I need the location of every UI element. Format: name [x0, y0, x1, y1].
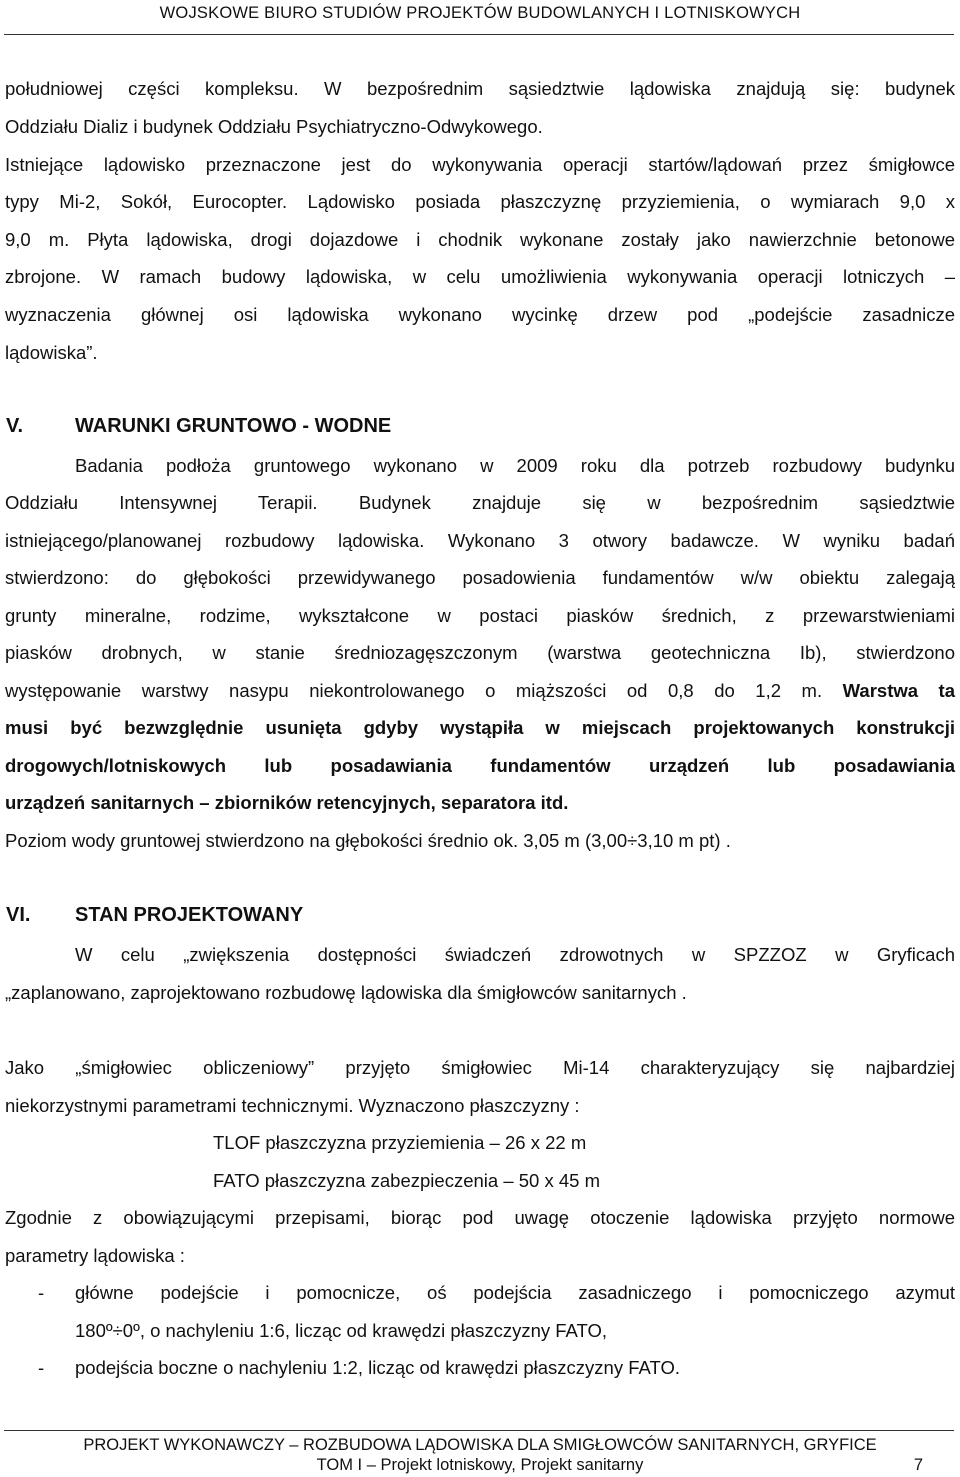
text-line: wyznaczenia głównej osi lądowiska wykonano wycinkę drzew pod „podejście zasadnicze [5, 304, 955, 325]
list-dash: - [38, 1357, 45, 1378]
text-span: występowanie warstwy nasypu niekontrolowanego o miąższości od 0,8 do 1,2 m. [5, 680, 843, 701]
text-line: Oddziału Dializ i budynek Oddziału Psychiatryczno-Odwykowego. [5, 116, 543, 137]
list-item-text: główne podejście i pomocnicze, oś podejścia zasadniczego i pomocniczego azymut [75, 1282, 955, 1303]
list-item-text: 180º÷0º, o nachyleniu 1:6, licząc od krawędzi płaszczyzny FATO, [75, 1320, 607, 1341]
text-line: W celu „zwiększenia dostępności świadczeń zdrowotnych w SPZZOZ w Gryficach [75, 944, 955, 965]
text-line: południowej części kompleksu. W bezpośrednim sąsiedztwie lądowiska znajdują się: budynek [5, 78, 955, 99]
footer-rule [4, 1430, 954, 1431]
text-line: stwierdzono: do głębokości przewidywanego posadowienia fundamentów w/w obiektu zalegają [5, 567, 955, 588]
text-line: piasków drobnych, w stanie średniozagęszczonym (warstwa geotechniczna Ib), stwierdzono [5, 642, 955, 663]
text-line: istniejącego/planowanej rozbudowy lądowiska. Wykonano 3 otwory badawcze. W wyniku badań [5, 530, 955, 551]
bold-text-line: musi być bezwzględnie usunięta gdyby wystąpiła w miejscach projektowanych konstrukcji [5, 717, 955, 738]
text-line: Badania podłoża gruntowego wykonano w 2009 roku dla potrzeb rozbudowy budynku [75, 455, 955, 476]
page-header-title: WOJSKOWE BIURO STUDIÓW PROJEKTÓW BUDOWLANYCH I LOTNISKOWYCH [159, 4, 801, 22]
section-number: V. [6, 415, 24, 437]
header-rule [4, 34, 954, 35]
text-line: parametry lądowiska : [5, 1245, 185, 1266]
tlof-line: TLOF płaszczyzna przyziemienia – 26 x 22 m [213, 1132, 587, 1153]
list-dash: - [38, 1282, 45, 1303]
section-title: WARUNKI GRUNTOWO - WODNE [75, 415, 392, 437]
text-line: Jako „śmigłowiec obliczeniowy” przyjęto śmigłowiec Mi-14 charakteryzujący się najbardziej [5, 1057, 955, 1078]
bold-text-line: drogowych/lotniskowych lub posadawiania fundamentów urządzeń lub posadawiania [5, 755, 955, 776]
text-line: Zgodnie z obowiązującymi przepisami, biorąc pod uwagę otoczenie lądowiska przyjęto normowe [5, 1207, 955, 1228]
footer-line-1: PROJEKT WYKONAWCZY – ROZBUDOWA LĄDOWISKA DLA SMIGŁOWCÓW SANITARNYCH, GRYFICE [83, 1436, 877, 1454]
text-line: Oddziału Intensywnej Terapii. Budynek znajduje się w bezpośrednim sąsiedztwie [5, 492, 955, 513]
text-line: 9,0 m. Płyta lądowiska, drogi dojazdowe i chodnik wykonane zostały jako nawierzchnie betonowe [5, 229, 955, 250]
page-number: 7 [913, 1456, 923, 1474]
section-title: STAN PROJEKTOWANY [75, 904, 304, 926]
bold-text-span: Warstwa ta [842, 680, 956, 701]
list-item-text: podejścia boczne o nachyleniu 1:2, licząc od krawędzi płaszczyzny FATO. [75, 1357, 680, 1378]
section-number: VI. [6, 904, 31, 926]
text-line: lądowiska”. [5, 342, 98, 363]
text-line: grunty mineralne, rodzime, wykształcone w postaci piasków średnich, z przewarstwieniami [5, 605, 955, 626]
text-line: zbrojone. W ramach budowy lądowiska, w celu umożliwienia wykonywania operacji lotniczych – [5, 266, 955, 287]
text-line: Istniejące lądowisko przeznaczone jest do wykonywania operacji startów/lądowań przez śmigłowce [5, 154, 955, 175]
text-line-mixed [5, 679, 955, 703]
text-line: niekorzystnymi parametrami technicznymi. Wyznaczono płaszczyzny : [5, 1095, 580, 1116]
bold-text-line: urządzeń sanitarnych – zbiorników retencyjnych, separatora itd. [5, 792, 569, 813]
text-line: „zaplanowano, zaprojektowano rozbudowę lądowiska dla śmigłowców sanitarnych . [5, 982, 687, 1003]
text-line: typy Mi-2, Sokół, Eurocopter. Lądowisko posiada płaszczyznę przyziemienia, o wymiarach 9,0 x [5, 191, 955, 212]
footer-line-2: TOM I – Projekt lotniskowy, Projekt sanitarny [316, 1456, 644, 1474]
fato-line: FATO płaszczyzna zabezpieczenia – 50 x 45 m [213, 1170, 600, 1191]
text-line: Poziom wody gruntowej stwierdzono na głębokości średnio ok. 3,05 m (3,00÷3,10 m pt) . [5, 830, 731, 851]
